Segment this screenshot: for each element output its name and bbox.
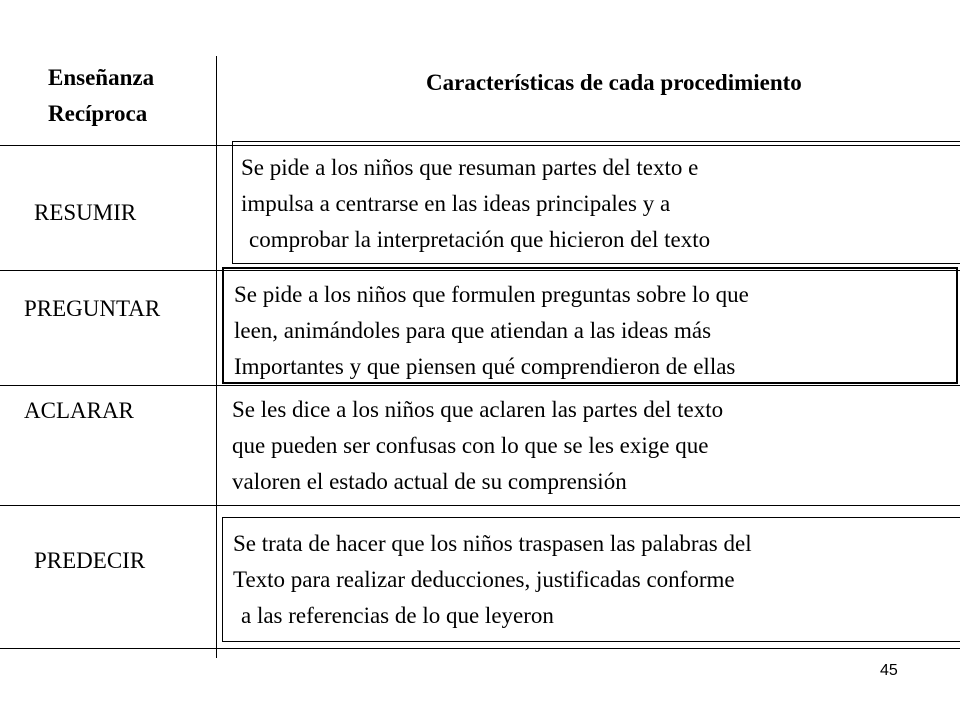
description-line: Se trata de hacer que los niños traspasen las palabras del — [233, 531, 752, 556]
header-left-line2: Recíproca — [48, 101, 148, 126]
row-label-resumir: RESUMIR — [34, 200, 137, 225]
row-divider-5 — [0, 648, 960, 649]
column-header-right: Características de cada procedimiento — [426, 70, 802, 95]
description-line: Texto para realizar deducciones, justificadas conforme — [233, 567, 735, 592]
description-line: leen, animándoles para que atiendan a las ideas más — [234, 318, 712, 343]
row-label-aclarar: ACLARAR — [24, 398, 134, 423]
description-box-resumir — [232, 141, 960, 264]
description-box-preguntar — [222, 267, 958, 384]
description-line: Importantes y que piensen qué comprendieron de ellas — [234, 354, 736, 379]
description-box-aclarar — [232, 392, 952, 502]
column-divider — [216, 56, 217, 658]
description-line: que pueden ser confusas con lo que se les exige que — [232, 433, 709, 458]
description-line: Se pide a los niños que resuman partes del texto e — [241, 155, 699, 180]
description-line: a las referencias de lo que leyeron — [241, 603, 554, 628]
row-label-preguntar: PREGUNTAR — [24, 296, 161, 321]
row-label-predecir: PREDECIR — [34, 548, 146, 573]
description-line: impulsa a centrarse en las ideas principales y a — [241, 191, 671, 216]
description-line: Se les dice a los niños que aclaren las partes del texto — [232, 397, 724, 422]
description-line: Se pide a los niños que formulen preguntas sobre lo que — [234, 282, 749, 307]
description-line: valoren el estado actual de su comprensión — [232, 469, 627, 494]
header-left-line1: Enseñanza — [48, 65, 155, 90]
page-number: 45 — [880, 662, 898, 679]
description-box-predecir — [222, 517, 960, 642]
row-divider-4 — [0, 505, 960, 506]
description-line: comprobar la interpretación que hicieron del texto — [249, 227, 711, 252]
column-header-left — [48, 60, 198, 132]
row-divider-3 — [0, 385, 960, 386]
